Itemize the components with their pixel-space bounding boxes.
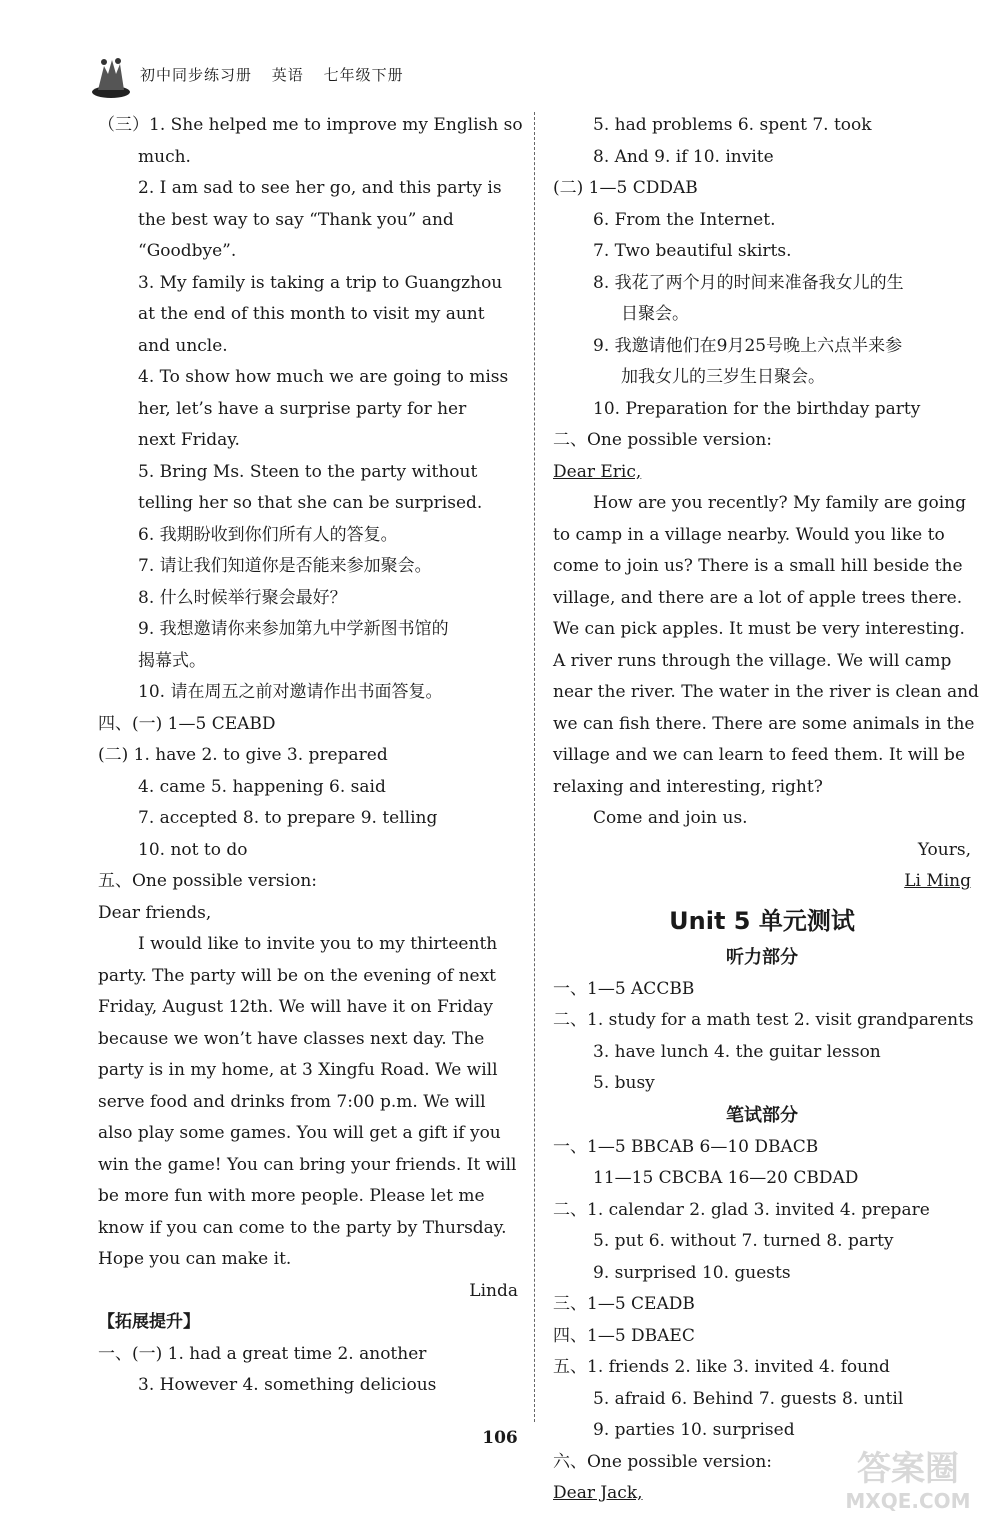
text-line: 10. not to do <box>138 839 248 860</box>
listening-title: 听力部分 <box>726 946 798 968</box>
text-line: 六、One possible version: <box>553 1451 772 1472</box>
text-line: Hope you can make it. <box>98 1249 292 1269</box>
text-line: 二、1. study for a math test 2. visit grandparents <box>553 1010 974 1030</box>
text-line: come to join us? There is a small hill beside the <box>553 556 963 576</box>
text-line: 三、1—5 CEADB <box>553 1294 695 1314</box>
text-line: 揭幕式。 <box>138 650 206 671</box>
text-line: I would like to invite you to my thirteenth <box>138 934 498 954</box>
text-line: Dear friends, <box>98 902 212 923</box>
text-line: to camp in a village nearby. Would you like to <box>553 524 945 545</box>
watermark-logo <box>828 1440 988 1516</box>
text-line: 9. surprised 10. guests <box>593 1262 791 1283</box>
text-line: we can fish there. There are some animals in the <box>553 713 975 734</box>
text-line: the best way to say “Thank you” and <box>138 209 454 230</box>
written-title: 笔试部分 <box>726 1104 798 1126</box>
text-line: 9. 我邀请他们在9月25号晚上六点半来参 <box>593 335 903 356</box>
text-line: 3. have lunch 4. the guitar lesson <box>593 1041 881 1062</box>
header-text <box>140 64 418 85</box>
text-line: 8. 什么时候举行聚会最好？ <box>138 587 347 608</box>
text-line: 5. put 6. without 7. turned 8. party <box>593 1231 894 1251</box>
text-line: 一、1—5 BBCAB 6—10 DBACB <box>553 1136 819 1157</box>
text-line: We can pick apples. It must be very interesting. <box>553 619 965 639</box>
text-line: 10. Preparation for the birthday party <box>593 398 921 419</box>
text-line: How are you recently? My family are going <box>593 493 966 513</box>
text-line: Dear Jack, <box>553 1483 643 1503</box>
text-line: know if you can come to the party by Thursday. <box>98 1217 507 1238</box>
text-line: 3. However 4. something delicious <box>138 1375 437 1395</box>
text-line: party. The party will be on the evening of next <box>98 965 497 986</box>
text-line: at the end of this month to visit my aunt <box>138 304 485 324</box>
text-line: Come and join us. <box>593 808 748 828</box>
text-line: village, and there are a lot of apple trees there. <box>553 587 963 608</box>
text-line: 6. From the Internet. <box>593 209 776 230</box>
page-header <box>90 52 970 104</box>
text-line: 8. And 9. if 10. invite <box>593 146 774 167</box>
text-line: serve food and drinks from 7:00 p.m. We will <box>98 1091 486 1112</box>
watermark-text: 答案圈 <box>857 1449 959 1489</box>
left-column <box>98 110 523 1402</box>
text-line: 四、1—5 DBAEC <box>553 1325 695 1346</box>
unit-title: Unit 5 单元测试 <box>669 906 855 935</box>
text-line: 五、1. friends 2. like 3. invited 4. found <box>553 1357 890 1377</box>
text-line: 7. Two beautiful skirts. <box>593 241 792 261</box>
text-line: (二) 1. have 2. to give 3. prepared <box>98 745 388 765</box>
listening-section <box>553 974 974 1100</box>
text-line: be more fun with more people. Please let me <box>98 1186 485 1206</box>
text-line: A river runs through the village. We will camp <box>553 650 952 671</box>
text-line: 加我女儿的三岁生日聚会。 <box>621 367 825 387</box>
text-line: Yours, <box>917 839 971 860</box>
text-line: relaxing and interesting, right? <box>553 776 823 797</box>
text-line: telling her so that she can be surprised. <box>138 493 483 513</box>
page-number: 106 <box>482 1428 518 1448</box>
text-line: 2. I am sad to see her go, and this party is <box>138 178 502 198</box>
text-line: 【拓展提升】 <box>98 1312 200 1332</box>
right-top-section <box>553 110 979 898</box>
right-column <box>553 110 979 1510</box>
text-line: (二) 1—5 CDDAB <box>553 178 698 198</box>
text-line: 一、1—5 ACCBB <box>553 978 695 999</box>
watermark-url: MXQE.COM <box>845 1489 971 1513</box>
text-line: Linda <box>469 1280 518 1301</box>
text-line: 8. 我花了两个月的时间来准备我女儿的生 <box>593 272 904 293</box>
logo-icon <box>90 52 132 100</box>
text-line: 6. 我期盼收到你们所有人的答复。 <box>138 524 398 545</box>
text-line: 4. came 5. happening 6. said <box>138 776 386 797</box>
text-line: 5. had problems 6. spent 7. took <box>593 115 872 135</box>
text-line: “Goodbye”. <box>138 241 237 261</box>
text-line: 7. 请让我们知道你是否能来参加聚会。 <box>138 556 432 576</box>
text-line: Li Ming <box>904 871 971 891</box>
text-line: near the river. The water in the river is clean and <box>553 682 979 702</box>
text-line: 5. afraid 6. Behind 7. guests 8. until <box>593 1388 904 1409</box>
text-line: and uncle. <box>138 335 228 356</box>
header-book: 初中同步练习册 <box>140 66 253 84</box>
text-line: Friday, August 12th. We will have it on Friday <box>98 997 493 1017</box>
text-line: Dear Eric, <box>553 461 642 482</box>
text-line: 11—15 CBCBA 16—20 CBDAD <box>593 1168 859 1188</box>
text-line: 10. 请在周五之前对邀请作出书面答复。 <box>138 682 443 702</box>
text-line: 9. parties 10. surprised <box>593 1420 795 1440</box>
text-line: 二、1. calendar 2. glad 3. invited 4. prepare <box>553 1199 930 1220</box>
text-line: village and we can learn to feed them. It will be <box>553 745 966 765</box>
text-line: 3. My family is taking a trip to Guangzhou <box>138 272 503 293</box>
column-divider <box>534 112 535 1422</box>
text-line: 二、One possible version: <box>553 430 772 450</box>
text-line: 五、One possible version: <box>98 871 317 891</box>
text-line: 日聚会。 <box>621 304 689 324</box>
text-line: also play some games. You will get a gift if you <box>98 1123 501 1143</box>
text-line: much. <box>138 146 191 167</box>
text-line: 四、(一) 1—5 CEABD <box>98 713 276 734</box>
text-line: party is in my home, at 3 Xingfu Road. We will <box>98 1060 498 1080</box>
text-line: 7. accepted 8. to prepare 9. telling <box>138 808 438 828</box>
text-line: next Friday. <box>138 430 240 450</box>
text-line: win the game! You can bring your friends. It will <box>98 1154 517 1175</box>
text-line: 9. 我想邀请你来参加第九中学新图书馆的 <box>138 619 449 639</box>
header-subject: 英语 <box>271 66 304 84</box>
text-line: 5. Bring Ms. Steen to the party without <box>138 461 478 482</box>
text-line: because we won’t have classes next day. The <box>98 1028 485 1049</box>
text-line: 5. busy <box>593 1073 655 1093</box>
text-line: her, let’s have a surprise party for her <box>138 398 467 419</box>
text-line: 一、(一) 1. had a great time 2. another <box>98 1343 427 1364</box>
header-grade: 七年级下册 <box>323 66 404 84</box>
text-line: （三）1. She helped me to improve my English so <box>98 115 523 135</box>
text-line: 4. To show how much we are going to miss <box>138 367 509 387</box>
